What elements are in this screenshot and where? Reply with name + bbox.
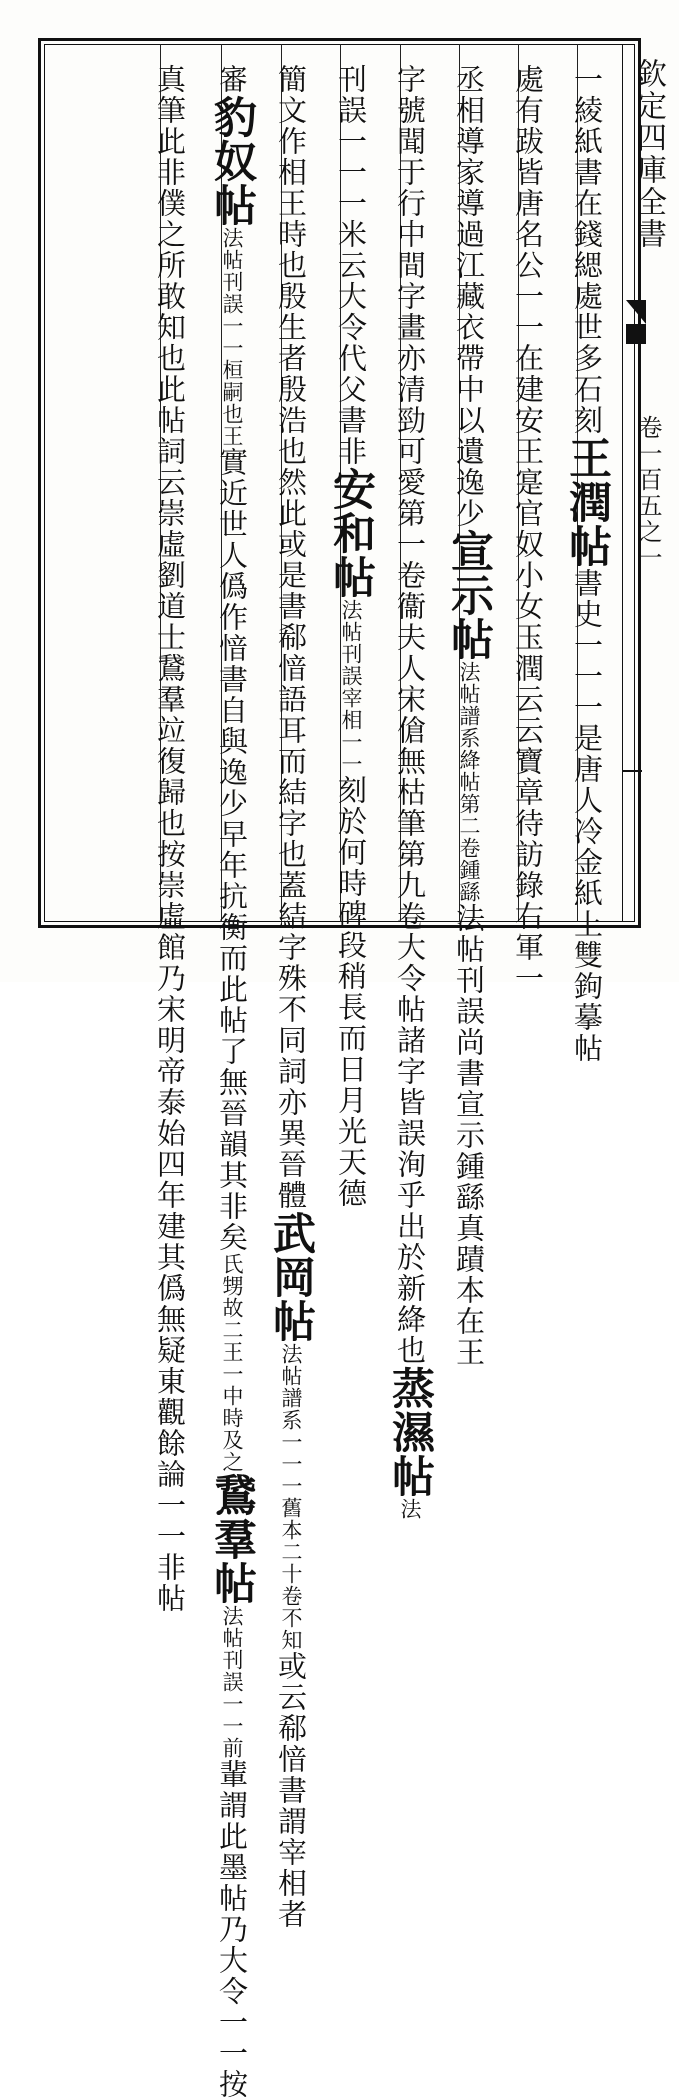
body-text: 傖無枯筆第九卷大令帖諸字皆誤洵乎出於新絳也 [393,715,427,1366]
annotation-text: 法帖譜系一一一舊本二十卷不知 [279,1343,303,1651]
body-text: 緦處世多石刻 [570,250,604,436]
fish-tail-mark-lower [626,324,646,344]
body-text: 輩謂此墨帖乃大令 [215,1759,249,2007]
body-text: 衣帶中以遺逸少 [452,312,486,529]
body-text: 丞相導家導過江藏 [452,64,486,312]
margin-rule [622,770,642,772]
body-text: 真筆此非僕之所敢知也此帖詞云崇虛劉道士鵞羣竝復歸也 [153,64,187,839]
text-column [444,64,494,1368]
body-text: 一綾紙書在錢 [570,64,604,250]
annotation-text: 法帖刊誤一一桓嗣也王 [220,227,244,447]
body-text: 也蓋結字殊不同詞亦異晉體 [274,839,308,1211]
body-text: 書史一一一是唐人冷金紙上雙鉤摹帖 [570,568,604,1064]
body-text: 帖 [153,1583,187,1614]
body-text: 按崇虛館乃宋明帝泰始四年建其僞無疑東觀餘論一一非 [153,839,187,1583]
inscription-title: 武岡帖 [266,1211,316,1343]
body-text: 實近世人僞作愔書自與逸少早年抗衡而此帖了無晉韻其非 [215,447,249,1222]
body-text: 刻於何時碑段稍長而日月光天德 [334,775,368,1209]
inscription-title: 王潤帖 [562,436,612,568]
inscription-title: 宣示帖 [444,529,494,661]
text-column [326,64,376,1209]
body-text: 矣 [215,1222,249,1253]
margin-book-title: 欽定四庫全書 [631,58,666,250]
body-text: 刊誤一一一米云大令代父書非 [334,64,368,467]
inscription-title: 鵞羣帖 [207,1473,257,1605]
text-column [150,64,190,1614]
annotation-text: 法帖刊誤一一前 [220,1605,244,1759]
inscription-title: 蒸濕帖 [385,1366,435,1498]
text-column [385,64,435,1520]
annotation-text: 氏甥故二王一中時及之 [220,1253,244,1473]
body-text: 處有跋皆唐名公 [511,64,545,281]
inscription-title: 豹奴帖 [207,95,257,227]
fish-tail-mark [626,300,646,324]
margin-volume: 卷一百五之一 [634,415,662,571]
body-text: 法帖刊誤尚書宣示鍾繇真蹟本在王 [452,903,486,1368]
body-text: 一一在建安王寔 [511,281,545,498]
annotation-text: 法帖刊誤宰相一一 [339,599,363,775]
body-text: 或云郗愔書謂宰相者 [274,1651,308,1930]
body-text: 字號聞于行中間字畫亦清勁可愛第一卷衞夫人宋 [393,64,427,715]
text-column [207,64,257,2100]
text-column [508,64,548,994]
body-text: 一一按 [215,2007,249,2100]
body-text: 簡文作相王時也殷生者殷浩也然此或是書郗愔語耳而結字 [274,64,308,839]
margin-strip-divider [622,44,623,922]
text-column [266,64,316,1930]
inscription-title: 安和帖 [326,467,376,599]
body-text: 官奴小女玉潤云云寶章待訪錄右軍一 [511,498,545,994]
body-text: 審 [215,64,249,95]
annotation-text: 法帖譜系絳帖第二卷鍾繇 [457,661,481,903]
text-column [562,64,612,1064]
annotation-text: 法 [398,1498,422,1520]
